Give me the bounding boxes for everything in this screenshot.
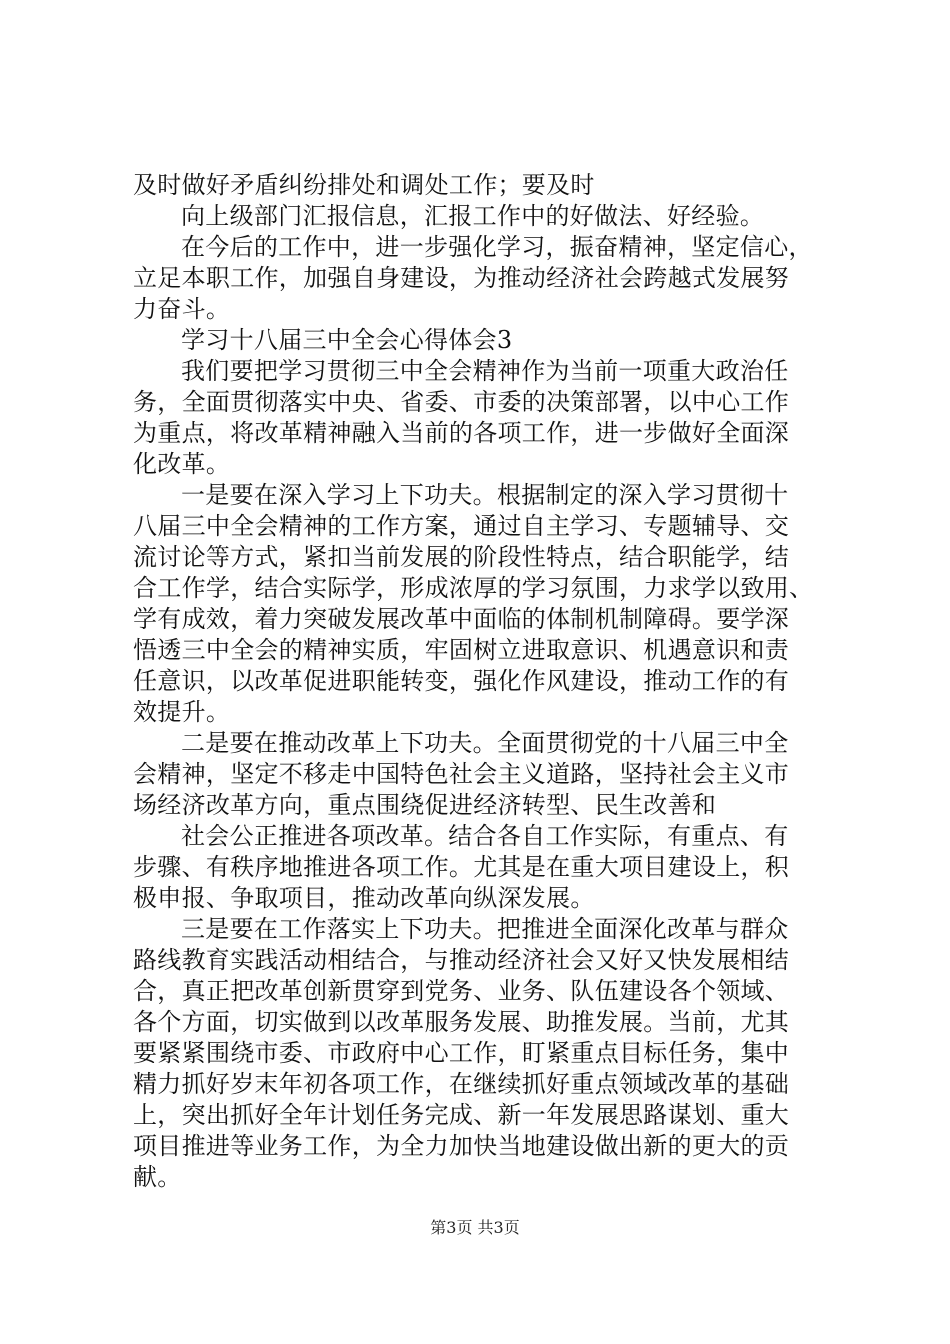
text-line: 为重点，将改革精神融入当前的各项工作，进一步做好全面深 xyxy=(133,419,790,447)
text-line: 会精神，坚定不移走中国特色社会主义道路，坚持社会主义市 xyxy=(133,760,790,788)
text-line: 及时做好矛盾纠纷排处和调处工作；要及时 xyxy=(133,171,595,199)
text-line: 效提升。 xyxy=(133,698,231,726)
text-line: 项目推进等业务工作，为全力加快当地建设做出新的更大的贡 xyxy=(133,1132,790,1160)
text-line: 路线教育实践活动相结合，与推动经济社会又好又快发展相结 xyxy=(133,946,790,974)
text-line: 上，突出抓好全年计划任务完成、新一年发展思路谋划、重大 xyxy=(133,1101,790,1129)
text-line: 务，全面贯彻落实中央、省委、市委的决策部署，以中心工作 xyxy=(133,388,790,416)
text-line: 二是要在推动改革上下功夫。全面贯彻党的十八届三中全 xyxy=(181,729,789,757)
text-line: 要紧紧围绕市委、市政府中心工作，盯紧重点目标任务，集中 xyxy=(133,1039,790,1067)
text-line: 学有成效，着力突破发展改革中面临的体制机制障碍。要学深 xyxy=(133,605,790,633)
text-line: 我们要把学习贯彻三中全会精神作为当前一项重大政治任 xyxy=(181,357,789,385)
document-body xyxy=(133,170,833,1193)
text-line: 极申报、争取项目，推动改革向纵深发展。 xyxy=(133,884,595,912)
text-line: 各个方面，切实做到以改革服务发展、助推发展。当前，尤其 xyxy=(133,1008,790,1036)
text-line: 合工作学，结合实际学，形成浓厚的学习氛围，力求学以致用、 xyxy=(133,574,814,602)
text-line: 合，真正把改革创新贯穿到党务、业务、队伍建设各个领域、 xyxy=(133,977,790,1005)
text-line: 三是要在工作落实上下功夫。把推进全面深化改革与群众 xyxy=(181,915,789,943)
text-line: 在今后的工作中，进一步强化学习，振奋精神，坚定信心， xyxy=(181,233,813,261)
text-line: 八届三中全会精神的工作方案，通过自主学习、专题辅导、交 xyxy=(133,512,790,540)
text-line: 精力抓好岁末年初各项工作，在继续抓好重点领域改革的基础 xyxy=(133,1070,790,1098)
text-line: 立足本职工作，加强自身建设，为推动经济社会跨越式发展努 xyxy=(133,264,790,292)
text-line: 化改革。 xyxy=(133,450,231,478)
text-line: 一是要在深入学习上下功夫。根据制定的深入学习贯彻十 xyxy=(181,481,789,509)
text-line: 悟透三中全会的精神实质，牢固树立进取意识、机遇意识和责 xyxy=(133,636,790,664)
text-line: 力奋斗。 xyxy=(133,295,231,323)
page-footer: 第3页 共3页 xyxy=(430,1218,520,1237)
text-line: 向上级部门汇报信息，汇报工作中的好做法、好经验。 xyxy=(181,202,765,230)
text-line: 任意识，以改革促进职能转变，强化作风建设，推动工作的有 xyxy=(133,667,790,695)
text-line: 场经济改革方向，重点围绕促进经济转型、民生改善和 xyxy=(133,791,717,819)
text-line: 步骤、有秩序地推进各项工作。尤其是在重大项目建设上，积 xyxy=(133,853,790,881)
text-line: 社会公正推进各项改革。结合各自工作实际，有重点、有 xyxy=(181,822,789,850)
text-line: 学习十八届三中全会心得体会3 xyxy=(181,326,513,354)
text-line: 献。 xyxy=(133,1163,182,1191)
text-line: 流讨论等方式，紧扣当前发展的阶段性特点，结合职能学，结 xyxy=(133,543,790,571)
